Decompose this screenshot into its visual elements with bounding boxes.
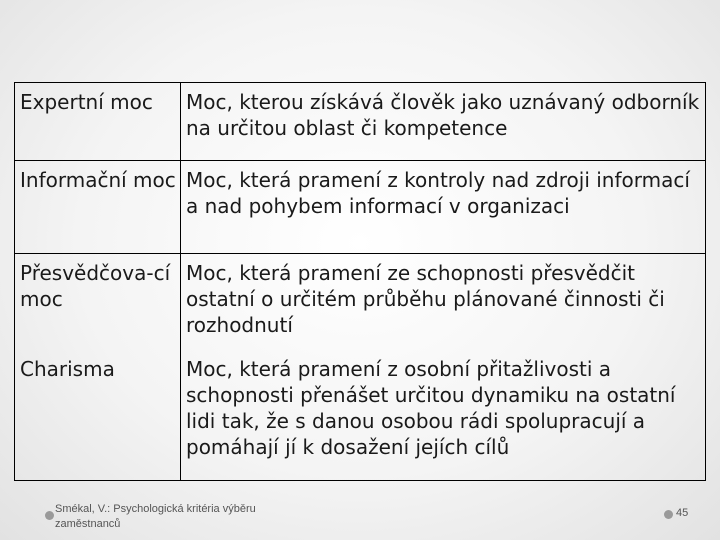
term-cell: Přesvědčova-cí moc	[15, 254, 181, 351]
page-number: 45	[676, 507, 689, 519]
table-row	[15, 161, 706, 254]
definition-cell: Moc, která pramení z kontroly nad zdroji informací a nad pohybem informací v organizaci	[181, 161, 706, 254]
page-number-bullet-icon	[664, 510, 673, 519]
definition-cell: Moc, která pramení ze schopnosti přesvědčit ostatní o určitém průběhu plánované činnosti či rozhodnutí	[181, 254, 706, 351]
term-cell: Charisma	[15, 350, 181, 481]
definition-cell: Moc, kterou získává člověk jako uznávaný odborník na určitou oblast či kompetence	[181, 83, 706, 161]
table-row	[15, 254, 706, 351]
table-row	[15, 83, 706, 161]
term-cell: Informační moc	[15, 161, 181, 254]
table-row	[15, 350, 706, 481]
term-cell: Expertní moc	[15, 83, 181, 161]
definition-cell: Moc, která pramení z osobní přitažlivosti a schopnosti přenášet určitou dynamiku na ostatní lidi tak, že s danou osobou rádi spolupracují a pomáhají jí k dosažení jejích cílů	[181, 350, 706, 481]
footer-citation: Smékal, V.: Psychologická kritéria výběru zaměstnanců	[55, 503, 256, 530]
footer-bullet-icon	[45, 511, 54, 520]
power-types-table	[14, 82, 706, 481]
